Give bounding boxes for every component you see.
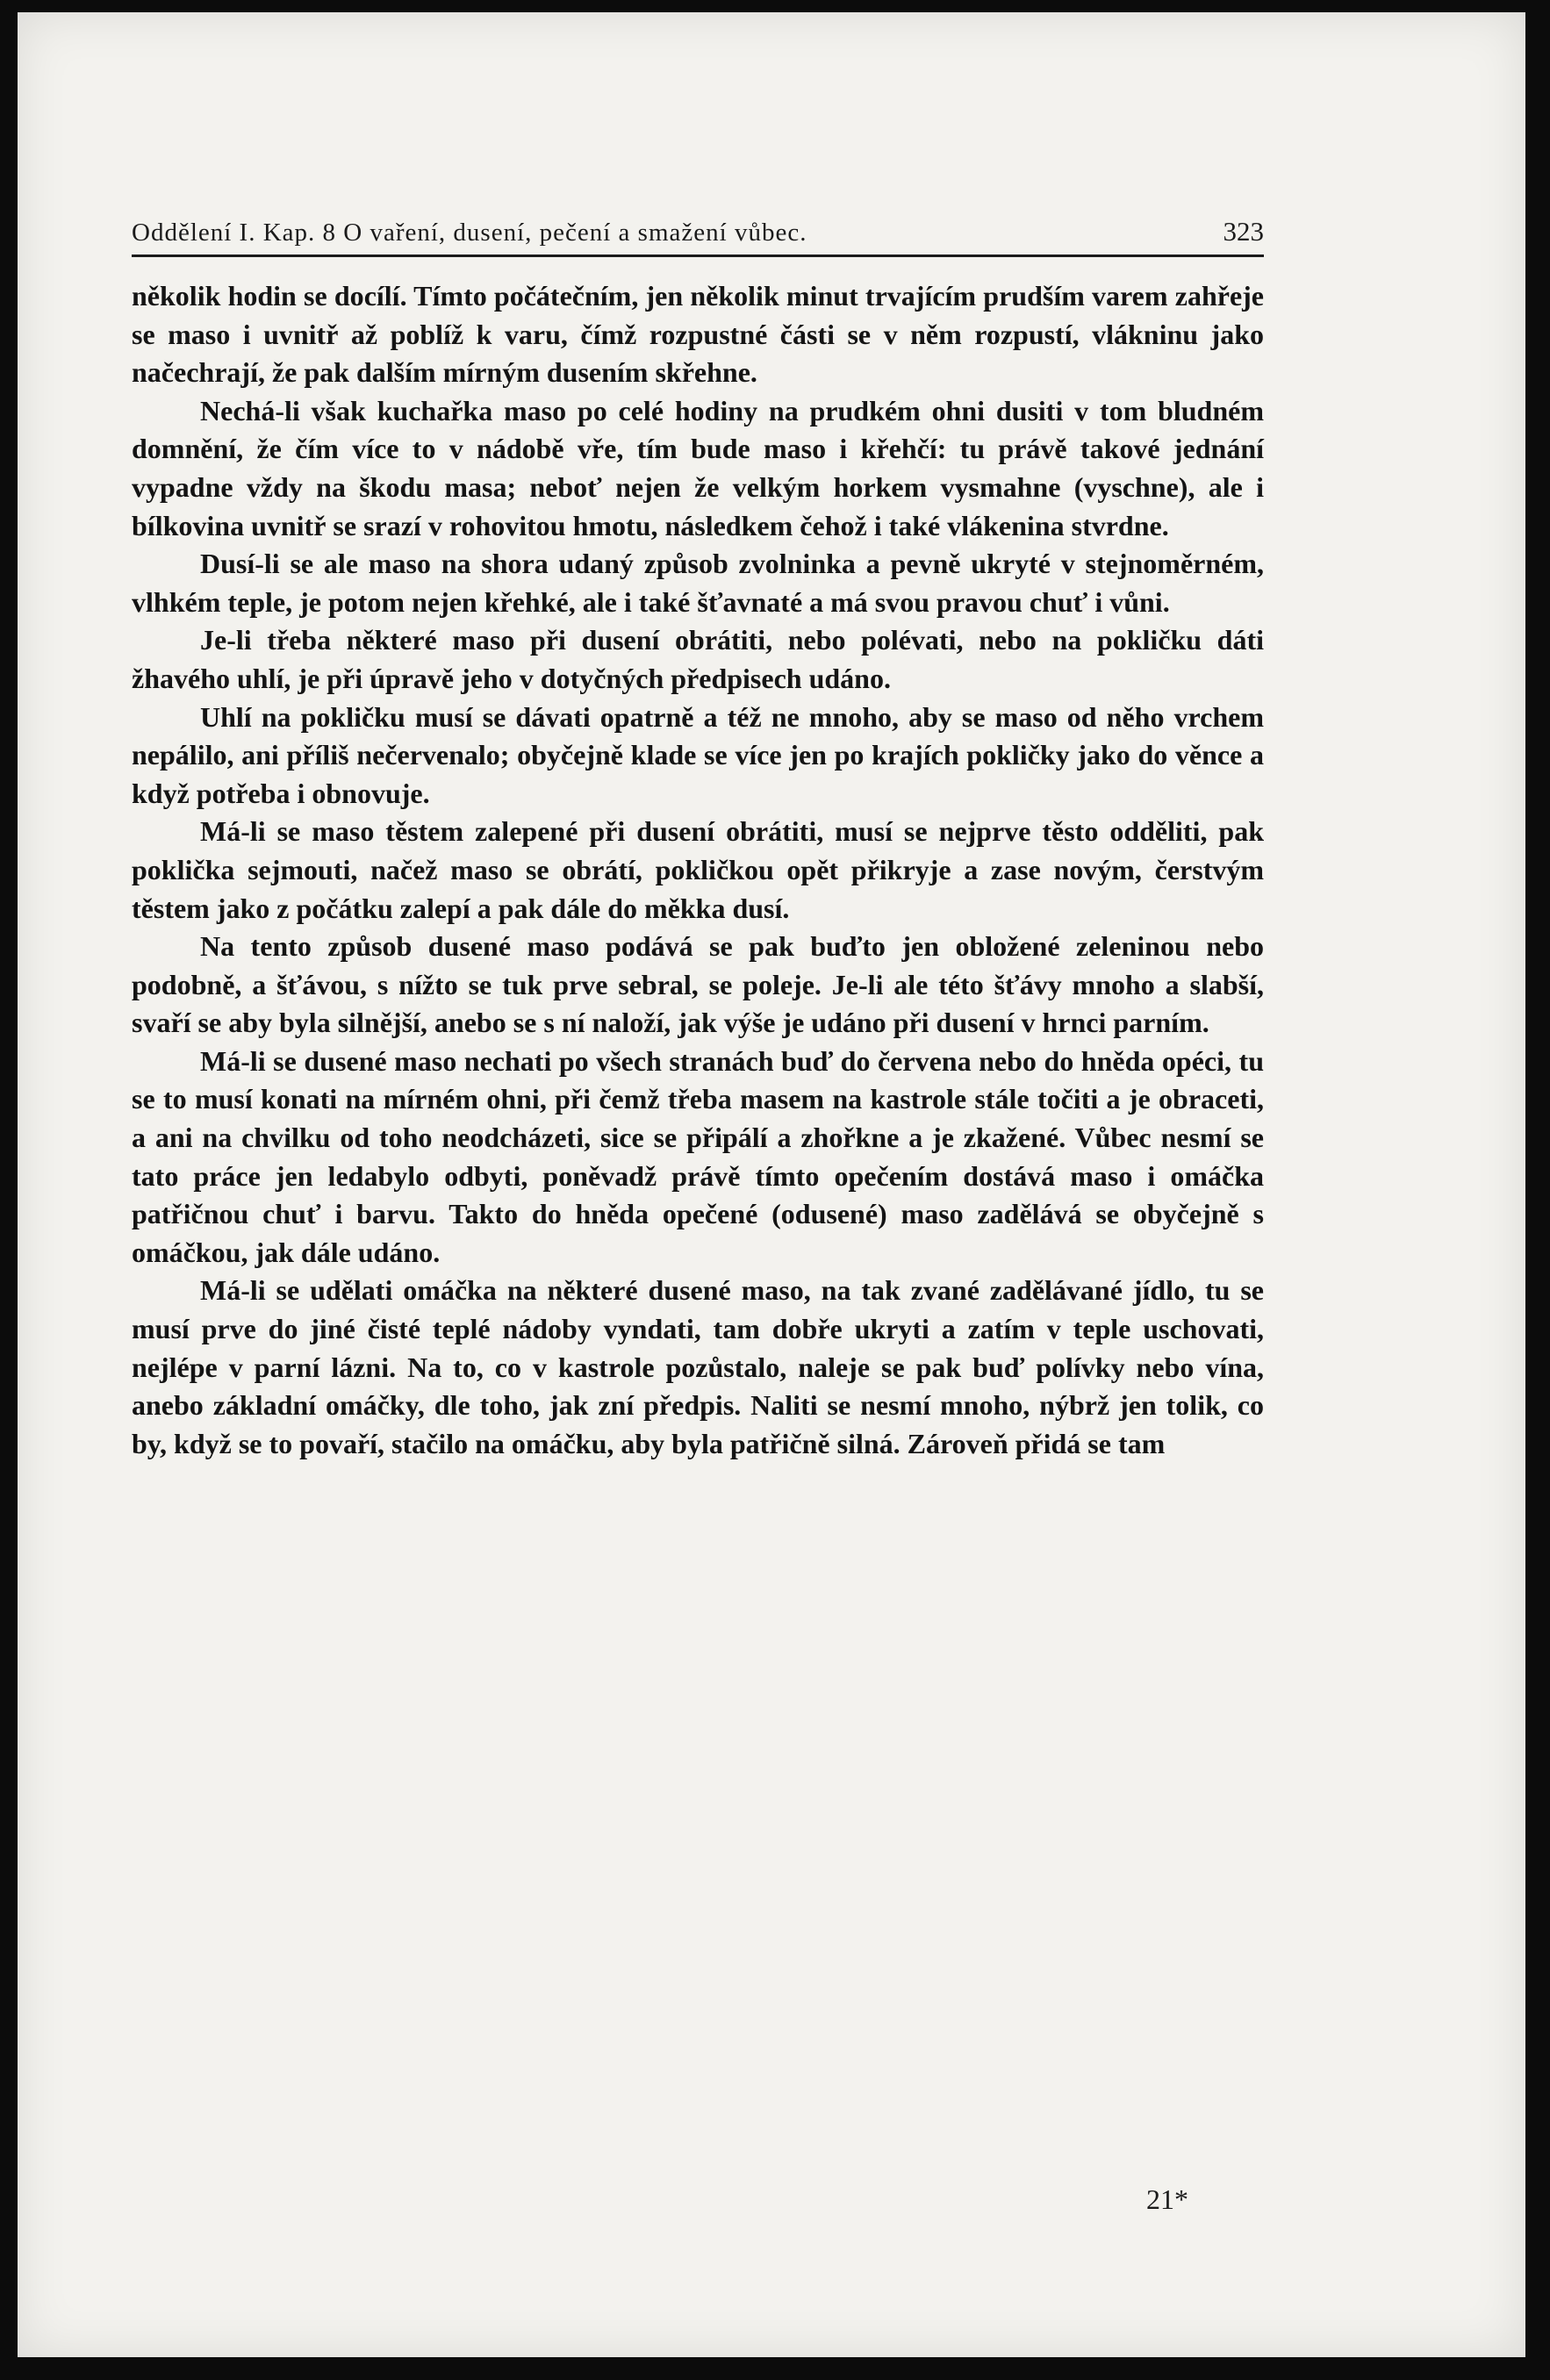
- book-page: [18, 12, 1525, 2357]
- paragraph-3: Dusí-li se ale maso na shora udaný způsob zvolninka a pevně ukryté v stejnoměrném, vlhkém teple, je potom nejen křehké, ale i také šťavnaté a má svou pravou chuť i vůni.: [132, 548, 1264, 618]
- page-number: 323: [1223, 216, 1264, 247]
- paragraph-7: Na tento způsob dusené maso podává se pak buďto jen obložené zeleninou nebo podobně, a šťávou, s nížto se tuk prve sebral, se poleje. Je-li ale této šťávy mnoho a slabší, svaří se aby byla silnější, anebo se s ní naloží, jak výše je udáno při dusení v hrnci parním.: [132, 930, 1264, 1039]
- header-title: Oddělení I. Kap. 8 O vaření, dusení, pečení a smažení vůbec.: [132, 219, 807, 247]
- paragraph-9: Má-li se udělati omáčka na některé dusené maso, na tak zvané zadělávané jídlo, tu se musí prve do jiné čisté teplé nádoby vyndati, tam dobře ukryti a zatím v teple uschovati, nejlépe v parní lázni. Na to, co v kastrole pozůstalo, naleje se pak buď polívky nebo vína, anebo základní omáčky, dle toho, jak zní předpis. Naliti se nesmí mnoho, nýbrž jen tolik, co by, když se to povaří, stačilo na omáčku, aby byla patřičně silná. Zároveň přidá se tam: [132, 1274, 1264, 1459]
- body-text: [132, 277, 1264, 1463]
- running-header: [132, 212, 1264, 257]
- paragraph-5: Uhlí na pokličku musí se dávati opatrně a též ne mnoho, aby se maso od něho vrchem nepálilo, ani příliš nečervenalo; obyčejně klade se více jen po krajích pokličky jako do věnce a když potřeba i obnovuje.: [132, 700, 1264, 809]
- printer-signature-mark: 21*: [1146, 2183, 1188, 2215]
- paragraph-8: Má-li se dusené maso nechati po všech stranách buď do červena nebo do hněda opéci, tu se to musí konati na mírném ohni, při čemž třeba masem na kastrole stále točiti a je obraceti, a ani na chvilku od toho neodcházeti, sice se připálí a zhořkne a je zkažené. Vůbec nesmí se tato práce jen ledabylo odbyti, poněvadž právě tímto opečením dostává maso i omáčka patřičnou chuť i barvu. Takto do hněda opečené (odusené) maso zadělává se obyčejně s omáčkou, jak dále udáno.: [132, 1044, 1264, 1268]
- paragraph-1: několik hodin se docílí. Tímto počátečním, jen několik minut trvajícím prudším varem zahřeje se maso i uvnitř až poblíž k varu, čímž rozpustné části se v něm rozpustí, vlákninu jako načechrají, že pak dalším mírným dusením skřehne.: [132, 280, 1264, 389]
- paragraph-2: Nechá-li však kuchařka maso po celé hodiny na prudkém ohni dusiti v tom bludném domnění, že čím více to v nádobě vře, tím bude maso i křehčí: tu právě takové jednání vypadne vždy na škodu masa; neboť nejen že velkým horkem vysmahne (vyschne), ale i bílkovina uvnitř se srazí v rohovitou hmotu, následkem čehož i také vlákenina stvrdne.: [132, 394, 1264, 541]
- paragraph-4: Je-li třeba některé maso při dusení obrátiti, nebo polévati, nebo na pokličku dáti žhavého uhlí, je při úpravě jeho v dotyčných předpisech udáno.: [132, 624, 1264, 694]
- paragraph-6: Má-li se maso těstem zalepené při dusení obrátiti, musí se nejprve těsto odděliti, pak poklička sejmouti, načež maso se obrátí, pokličkou opět přikryje a zase novým, čerstvým těstem jako z počátku zalepí a pak dále do měkka dusí.: [132, 815, 1264, 924]
